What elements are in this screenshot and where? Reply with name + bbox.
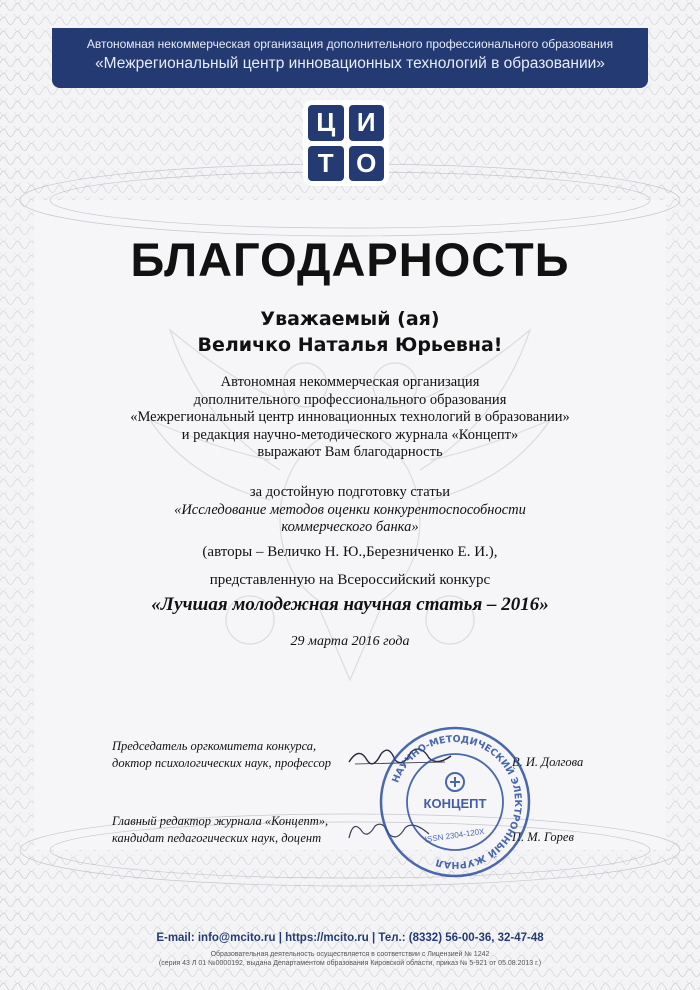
signatory-1-role-line-1: Председатель оргкомитета конкурса, (112, 739, 317, 753)
logo-letter-2: И (349, 105, 385, 141)
organization-line-2: дополнительного профессионального образования (193, 391, 507, 408)
stamp-issn: ISSN 2304-120X (424, 826, 486, 845)
authors: (авторы – Величко Н. Ю.,Березниченко Е. И.), (202, 544, 498, 560)
organization-line-1: Автономная некоммерческая организация (220, 374, 480, 390)
header-banner (52, 28, 648, 88)
organization-line-5: выражают Вам благодарность (257, 444, 443, 460)
signatory-1-role (112, 738, 331, 772)
certificate-title: БЛАГОДАРНОСТЬ (130, 233, 570, 286)
journal-stamp (375, 722, 535, 882)
signatory-2-name: П. М. Горев (512, 830, 574, 844)
organization-line-3: «Межрегиональный центр инновационных технологий в образовании» (130, 409, 570, 425)
contest-name: «Лучшая молодежная научная статья – 2016» (151, 594, 549, 615)
recipient-name: Величко Наталья Юрьевна! (197, 334, 503, 356)
logo-letter-3: Т (308, 146, 344, 182)
reason-intro: за достойную подготовку статьи (249, 484, 451, 500)
stamp-center-text: КОНЦЕПТ (423, 796, 487, 811)
logo-letter-1: Ц (308, 105, 344, 141)
signatory-2-role (112, 813, 328, 847)
footer-license-line-2: (серия 43 Л 01 №0000192, выдана Департаментом образования Кировской области, приказ № 5-921 от 05.08.2013 г.) (158, 960, 542, 967)
signatory-1-role-line-2: доктор психологических наук, профессор (112, 756, 332, 770)
greeting (40, 306, 660, 358)
signatory-1-name: В. И. Долгова (512, 755, 584, 769)
organization-block (40, 374, 660, 462)
issue-date: 29 марта 2016 года (290, 634, 410, 649)
footer-license (0, 950, 700, 968)
greeting-line-1: Уважаемый (ая) (260, 308, 440, 330)
footer-license-line-1: Образовательная деятельность осуществляется в соответствии с Лицензией № 1242 (210, 951, 490, 958)
stamp-ring-text: НАУЧНО-МЕТОДИЧЕСКИЙ ЭЛЕКТРОННЫЙ ЖУРНАЛ (390, 733, 524, 871)
header-line-1: Автономная некоммерческая организация дополнительного профессионального образования (86, 37, 614, 51)
organization-line-4: и редакция научно-методического журнала «Концепт» (181, 426, 519, 443)
article-title-line-2: коммерческого банка» (281, 519, 419, 535)
signatory-2-role-line-2: кандидат педагогических наук, доцент (112, 831, 322, 845)
contest-intro: представленную на Всероссийский конкурс (209, 572, 491, 588)
header-line-2: «Межрегиональный центр инновационных технологий в образовании» (95, 55, 605, 72)
reason-block (40, 484, 660, 537)
footer-contacts: E-mail: info@mcito.ru | https://mcito.ru | Тел.: (8332) 56-00-36, 32-47-48 (156, 932, 544, 944)
signatory-2-role-line-1: Главный редактор журнала «Концепт», (112, 814, 329, 828)
article-title-line-1: «Исследование методов оценки конкурентоспособности (174, 501, 526, 518)
logo-letter-4: О (349, 146, 385, 182)
cito-logo (303, 100, 389, 186)
